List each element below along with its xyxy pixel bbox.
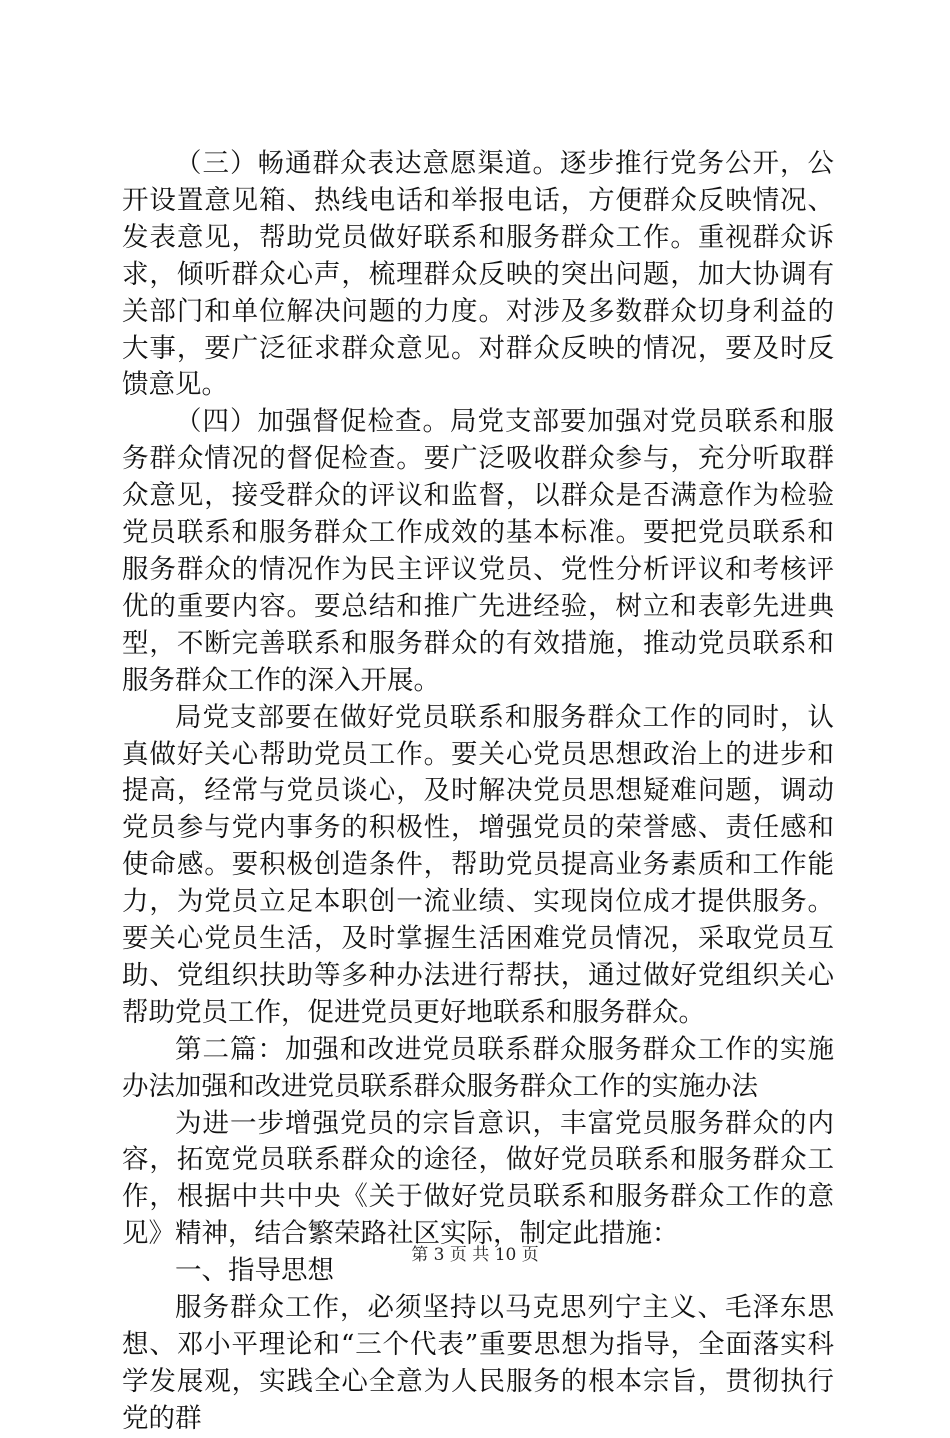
paragraph-heading-guiding-thought: 一、指导思想 [175, 1255, 334, 1287]
paragraph-section-four: （四）加强督促检查。局党支部要加强对党员联系和服务群众情况的督促检查。要广泛吸收群众参与，充分听取群众意见，接受群众的评议和监督，以群众是否满意作为检验党员联系和服务群众工作成效的基本标准。要把党员联系和服务群众的情况作为民主评议党员、党性分析评议和考核评优的重要内容。要总结和推广先进经验，树立和表彰先进典型，不断完善联系和服务群众的有效措施，推动党员联系和服务群众工作的深入开展。 [122, 406, 834, 696]
paragraph-intro: 为进一步增强党员的宗旨意识，丰富党员服务群众的内容，拓宽党员联系群众的途径，做好党员联系和服务群众工作，根据中共中央《关于做好党员联系和服务群众工作的意见》精神，结合繁荣路社区实际，制定此措施： [122, 1107, 834, 1250]
paragraph-section-three: （三）畅通群众表达意愿渠道。逐步推行党务公开，公开设置意见箱、热线电话和举报电话，方便群众反映情况、发表意见，帮助党员做好联系和服务群众工作。重视群众诉求，倾听群众心声，梳理群众反映的突出问题，加大协调有关部门和单位解决问题的力度。对涉及多数群众切身利益的大事，要广泛征求群众意见。对群众反映的情况，要及时反馈意见。 [122, 148, 834, 401]
page-number-footer: 第 3 页 共 10 页 [411, 1245, 539, 1265]
paragraph-party-branch: 局党支部要在做好党员联系和服务群众工作的同时，认真做好关心帮助党员工作。要关心党员思想政治上的进步和提高，经常与党员谈心，及时解决党员思想疑难问题，调动党员参与党内事务的积极性，增强党员的荣誉感、责任感和使命感。要积极创造条件，帮助党员提高业务素质和工作能力，为党员立足本职创一流业绩、实现岗位成才提供服务。要关心党员生活，及时掌握生活困难党员情况，采取党员互助、党组织扶助等多种办法进行帮扶，通过做好党组织关心帮助党员工作，促进党员更好地联系和服务群众。 [122, 701, 834, 1028]
paragraph-chapter-two-title: 第二篇：加强和改进党员联系群众服务群众工作的实施办法加强和改进党员联系群众服务群众工作的实施办法 [122, 1033, 834, 1102]
paragraph-guiding-thought: 服务群众工作，必须坚持以马克思列宁主义、毛泽东思想、邓小平理论和“三个代表”重要思想为指导，全面落实科学发展观，实践全心全意为人民服务的根本宗旨，贯彻执行党的群 [122, 1292, 834, 1434]
